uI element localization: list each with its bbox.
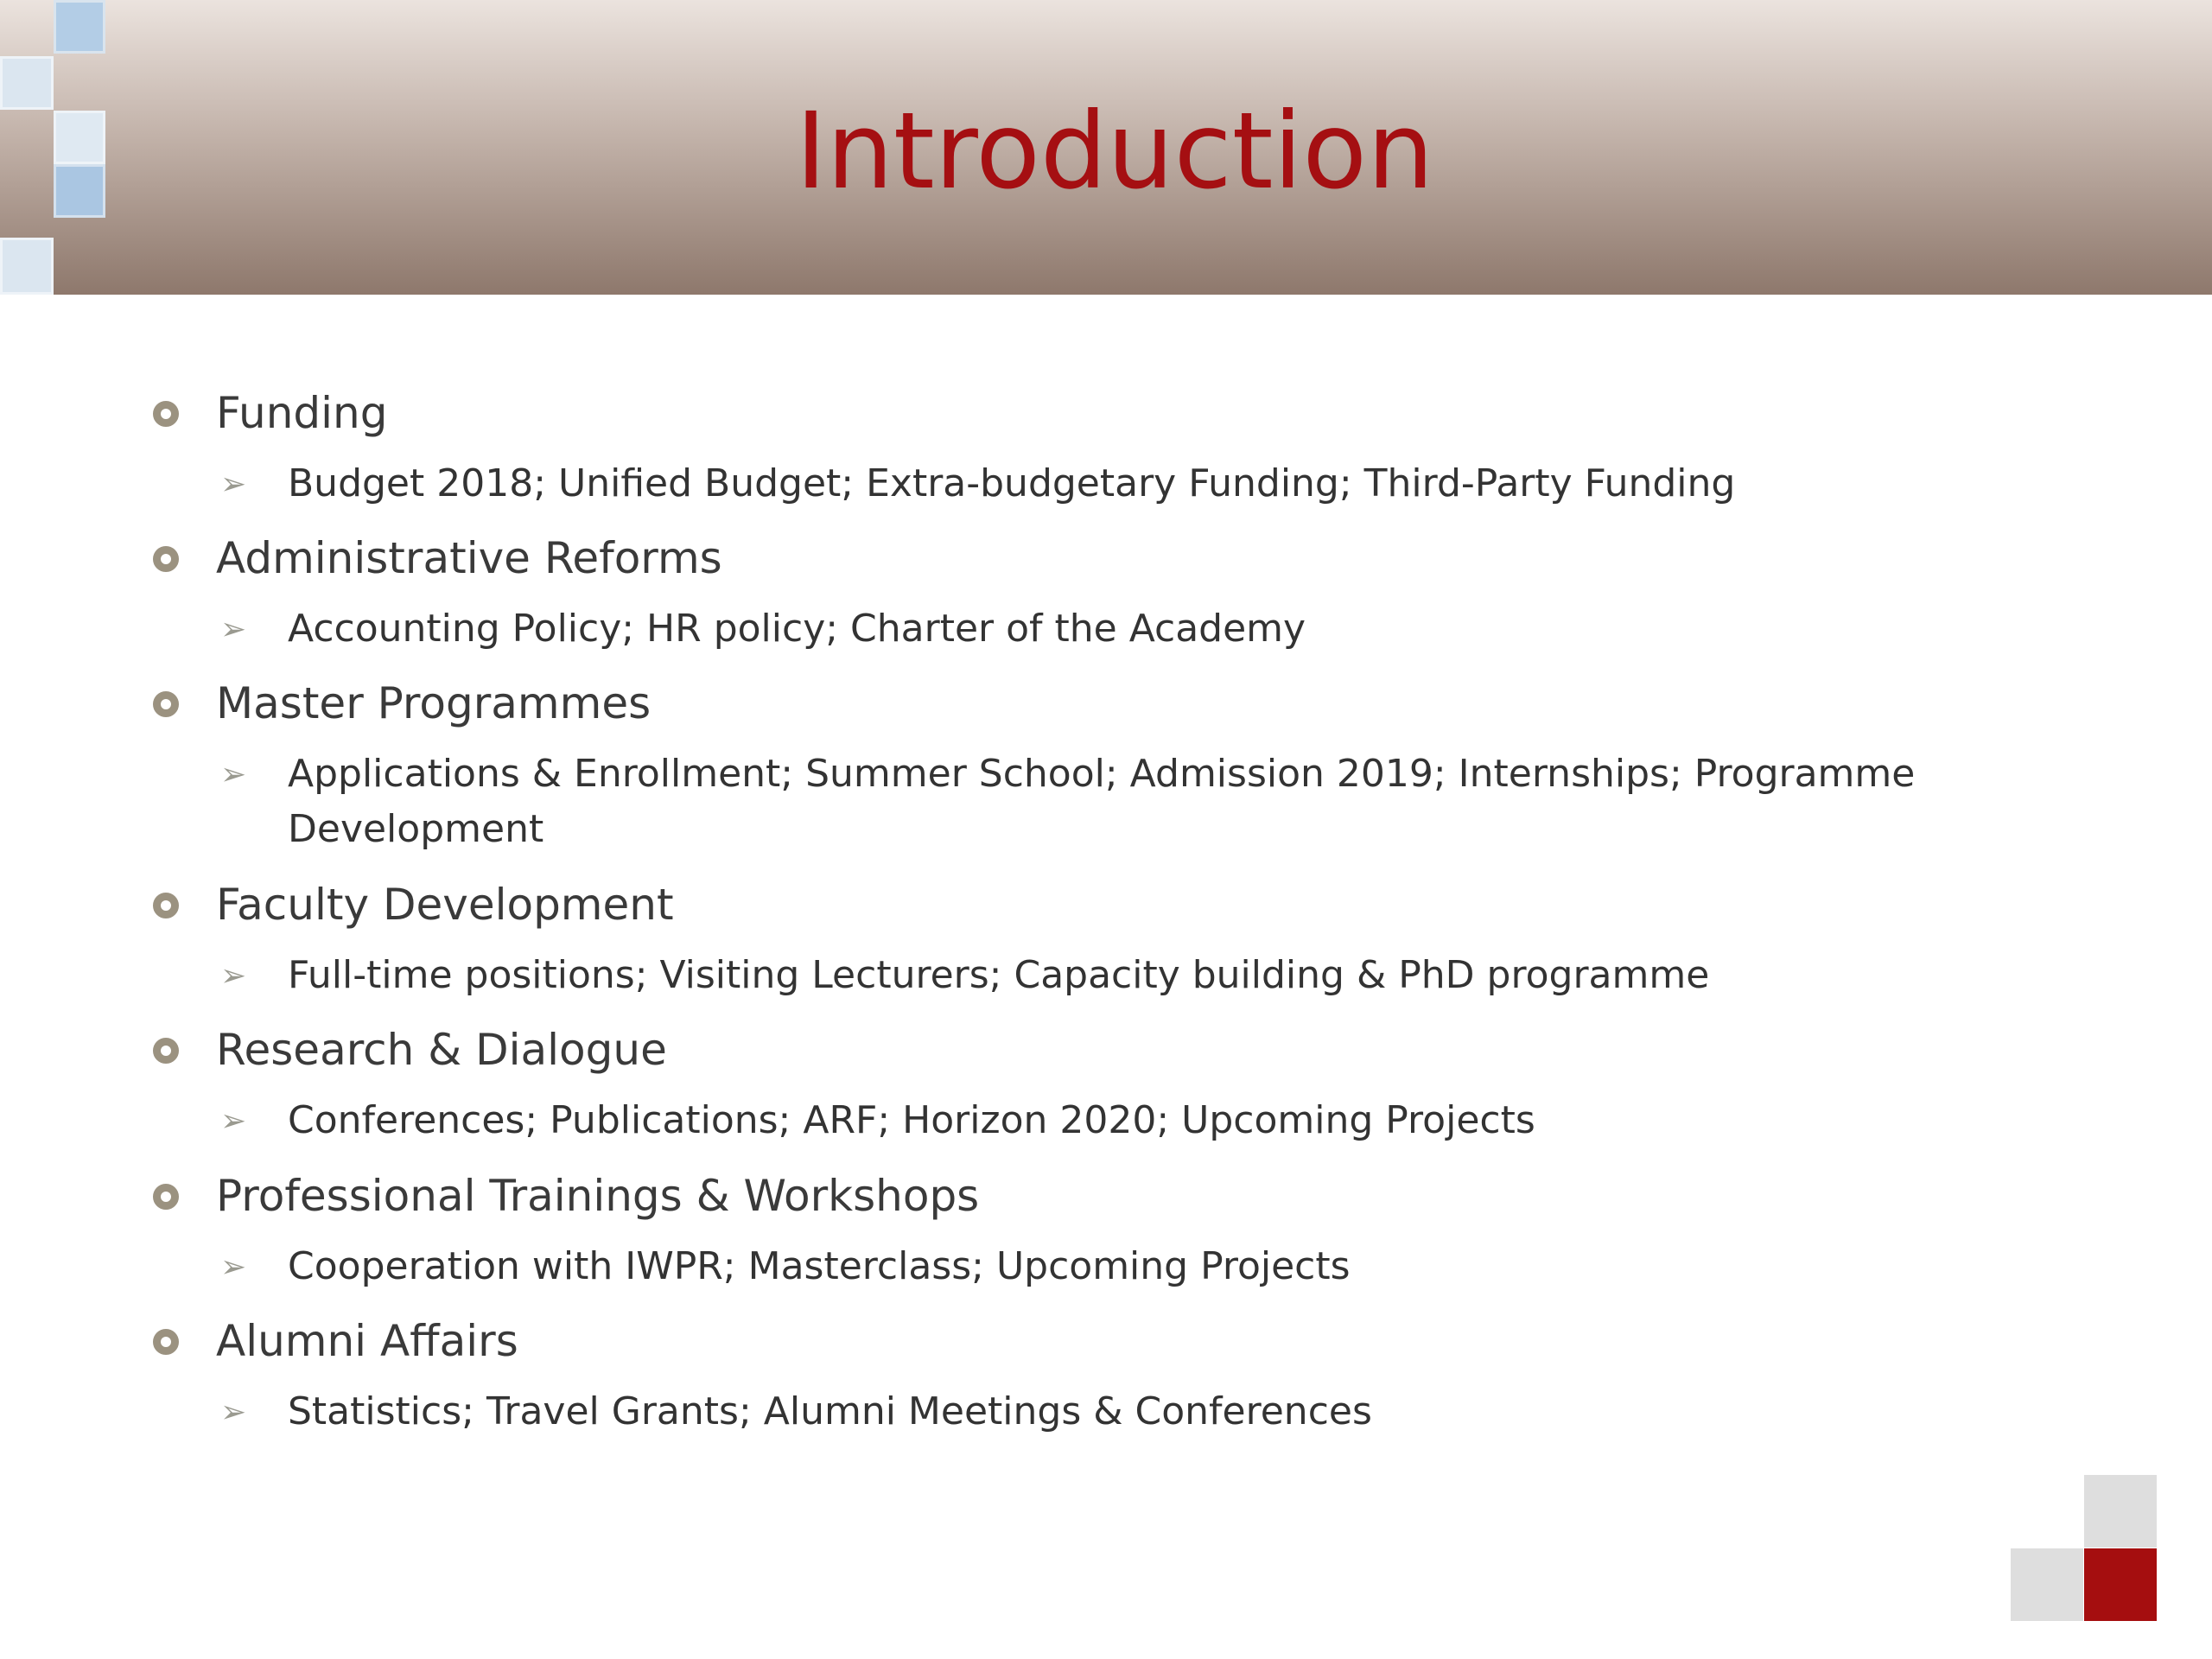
circle-bullet-icon bbox=[153, 893, 179, 918]
decorative-square bbox=[2011, 1548, 2083, 1621]
decorative-square bbox=[2084, 1548, 2157, 1621]
list-item-details: Conferences; Publications; ARF; Horizon 2020; Upcoming Projects bbox=[288, 1098, 1535, 1142]
arrow-bullet-icon: ➢ bbox=[220, 1103, 247, 1139]
arrow-bullet-icon: ➢ bbox=[220, 958, 247, 994]
decorative-square bbox=[2084, 1475, 2157, 1548]
list-item-heading: Professional Trainings & Workshops bbox=[216, 1171, 980, 1221]
list-item-details: Budget 2018; Unified Budget; Extra-budgetary Funding; Third-Party Funding bbox=[288, 461, 1736, 505]
circle-bullet-icon bbox=[153, 546, 179, 572]
list-item-details: Applications & Enrollment; Summer School; Admission 2019; Internships; Programme Development bbox=[288, 752, 1916, 851]
list-item-heading: Administrative Reforms bbox=[216, 533, 722, 583]
list-item-details: Cooperation with IWPR; Masterclass; Upcoming Projects bbox=[288, 1244, 1351, 1288]
list-item-details: Statistics; Travel Grants; Alumni Meetings & Conferences bbox=[288, 1389, 1372, 1433]
arrow-bullet-icon: ➢ bbox=[220, 757, 247, 792]
circle-bullet-icon bbox=[153, 1184, 179, 1210]
circle-bullet-icon bbox=[153, 691, 179, 717]
list-item-heading: Master Programmes bbox=[216, 678, 652, 728]
circle-bullet-icon bbox=[153, 1329, 179, 1355]
list-item-heading: Faculty Development bbox=[216, 880, 674, 930]
circle-bullet-icon bbox=[153, 1038, 179, 1064]
arrow-bullet-icon: ➢ bbox=[220, 612, 247, 647]
slide-title: Introduction bbox=[795, 90, 1434, 213]
list-item-heading: Funding bbox=[216, 388, 388, 438]
circle-bullet-icon bbox=[153, 401, 179, 427]
list-item-heading: Alumni Affairs bbox=[216, 1316, 518, 1366]
list-item-heading: Research & Dialogue bbox=[216, 1025, 667, 1075]
list-item-details: Full-time positions; Visiting Lecturers; Capacity building & PhD programme bbox=[288, 953, 1710, 997]
list-item-details: Accounting Policy; HR policy; Charter of the Academy bbox=[288, 607, 1306, 651]
arrow-bullet-icon: ➢ bbox=[220, 1395, 247, 1430]
arrow-bullet-icon: ➢ bbox=[220, 1249, 247, 1285]
arrow-bullet-icon: ➢ bbox=[220, 467, 247, 502]
